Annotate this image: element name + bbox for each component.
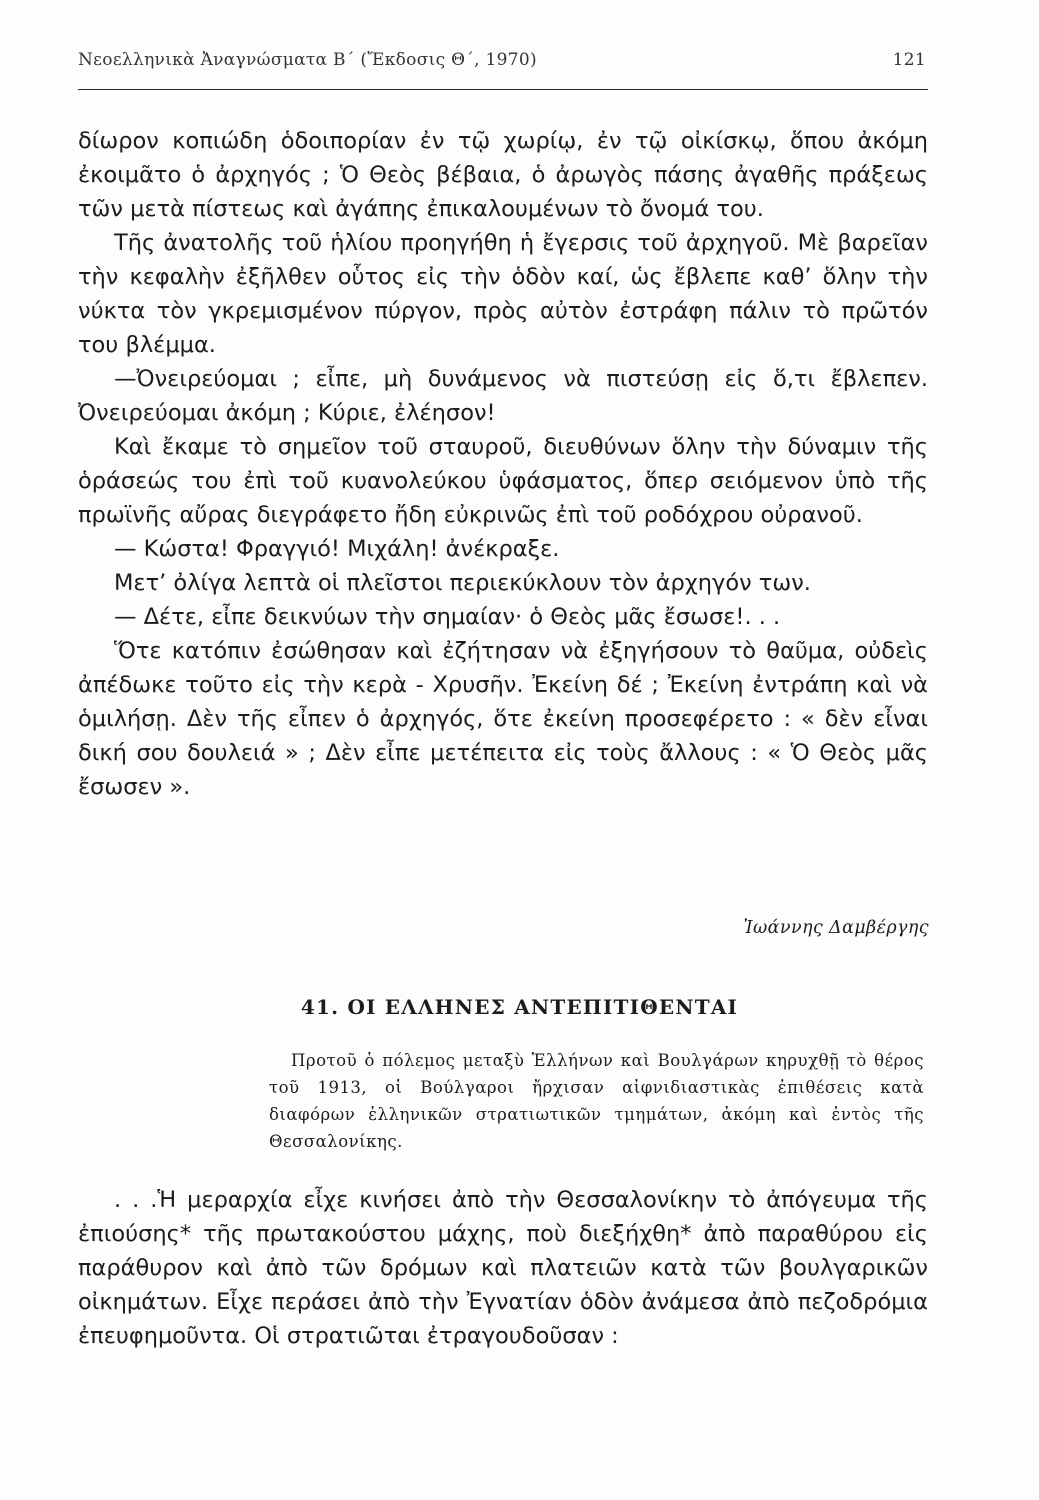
paragraph: . . .Ἡ μεραρχία εἶχε κινήσει ἀπὸ τὴν Θεσσαλονίκην τὸ ἀπόγευμα τῆς ἐπιούσης* τῆς πρωτακούστου μάχης, ποὺ διεξήχθη* ἀπὸ παραθύρου εἰς παράθυρον καὶ ἀπὸ τῶν δρόμων καὶ πλατειῶν κατὰ τῶν βουλγαρικῶν οἰκημάτων. Εἶχε περάσει ἀπὸ τὴν Ἐγνατίαν ὁδὸν ἀνάμεσα ἀπὸ πεζοδρόμια ἐπευφημοῦντα. Οἱ στρατιῶται ἐτραγουδοῦσαν : xyxy=(78,1187,928,1349)
page-number: 121 xyxy=(892,50,926,70)
running-title: Νεοελληνικὰ Ἀναγνώσματα Β΄ (Ἔκδοσις Θ΄, 1970) xyxy=(78,50,537,70)
paragraph: —Ὀνειρεύομαι ; εἶπε, μὴ δυνάμενος νὰ πιστεύσῃ εἰς ὅ,τι ἔβλεπεν. Ὀνειρεύομαι ἀκόμη ; Κύριε, ἐλέησον! xyxy=(78,366,928,426)
story-text xyxy=(78,124,928,804)
chapter-text xyxy=(78,1183,928,1353)
header-rule xyxy=(78,89,928,90)
paragraph: Ὅτε κατόπιν ἐσώθησαν καὶ ἐζήτησαν νὰ ἐξηγήσουν τὸ θαῦμα, οὐδεὶς ἀπέδωκε τοῦτο εἰς τὴν κερὰ - Χρυσῆν. Ἐκείνη δέ ; Ἐκείνη ἐντράπη καὶ νὰ ὁμιλήσῃ. Δὲν τῆς εἶπεν ὁ ἀρχηγός, ὅτε ἐκείνη προσεφέρετο : « δὲν εἶναι δική σου δουλειά » ; Δὲν εἶπε μετέπειτα εἰς τοὺς ἄλλους : « Ὁ Θεὸς μᾶς ἔσωσεν ». xyxy=(78,638,928,800)
paragraph: Καὶ ἔκαμε τὸ σημεῖον τοῦ σταυροῦ, διευθύνων ὅλην τὴν δύναμιν τῆς ὁράσεώς του ἐπὶ τοῦ κυανολεύκου ὑφάσματος, ὅπερ σειόμενον ὑπὸ τῆς πρωϊνῆς αὔρας διεγράφετο ἤδη εὐκρινῶς ἐπὶ τοῦ ροδόχρου οὐρανοῦ. xyxy=(78,434,928,528)
paragraph: Μετ’ ὀλίγα λεπτὰ οἱ πλεῖστοι περιεκύκλουν τὸν ἀρχηγόν των. xyxy=(114,570,811,596)
paragraph: — Δέτε, εἶπε δεικνύων τὴν σημαίαν· ὁ Θεὸς μᾶς ἔσωσε!. . . xyxy=(114,604,781,630)
chapter-title: 41. ΟΙ ΕΛΛΗΝΕΣ ΑΝΤΕΠΙΤΙΘΕΝΤΑΙ xyxy=(300,995,739,1019)
page-header xyxy=(78,44,926,80)
paragraph: — Κώστα! Φραγγιό! Μιχάλη! ἀνέκραξε. xyxy=(114,536,560,562)
chapter-intro xyxy=(269,1047,924,1155)
author-signature: Ἰωάννης Δαμβέργης xyxy=(743,918,929,938)
paragraph: δίωρον κοπιώδη ὁδοιπορίαν ἐν τῷ χωρίῳ, ἐν τῷ οἰκίσκῳ, ὅπου ἀκόμη ἐκοιμᾶτο ὁ ἀρχηγός ; Ὁ Θεὸς βέβαια, ὁ ἀρωγὸς πάσης ἀγαθῆς πράξεως τῶν μετὰ πίστεως καὶ ἀγάπης ἐπικαλουμένων τὸ ὄνομά του. xyxy=(78,128,928,222)
paragraph: Τῆς ἀνατολῆς τοῦ ἡλίου προηγήθη ἡ ἔγερσις τοῦ ἀρχηγοῦ. Μὲ βαρεῖαν τὴν κεφαλὴν ἐξῆλθεν οὗτος εἰς τὴν ὁδὸν καί, ὡς ἔβλεπε καθ’ ὅλην τὴν νύκτα τὸν γκρεμισμένον πύργον, πρὸς αὐτὸν ἐστράφη πάλιν τὸ πρῶτόν του βλέμμα. xyxy=(78,230,928,358)
intro-paragraph: Πρ​οτοῦ ὁ πόλεμος μεταξὺ Ἑλλήνων καὶ Βουλγάρων κηρυχθῇ τὸ θέρος τοῦ 1913, οἱ Βούλγαροι ἤρχισαν αἰφνιδιαστικὰς ἐπιθέσεις κατὰ διαφόρων ἑλληνικῶν στρατιωτικῶν τμημάτων, ἀκόμη καὶ ἐντὸς τῆς Θεσσαλονίκης. xyxy=(269,1051,924,1151)
